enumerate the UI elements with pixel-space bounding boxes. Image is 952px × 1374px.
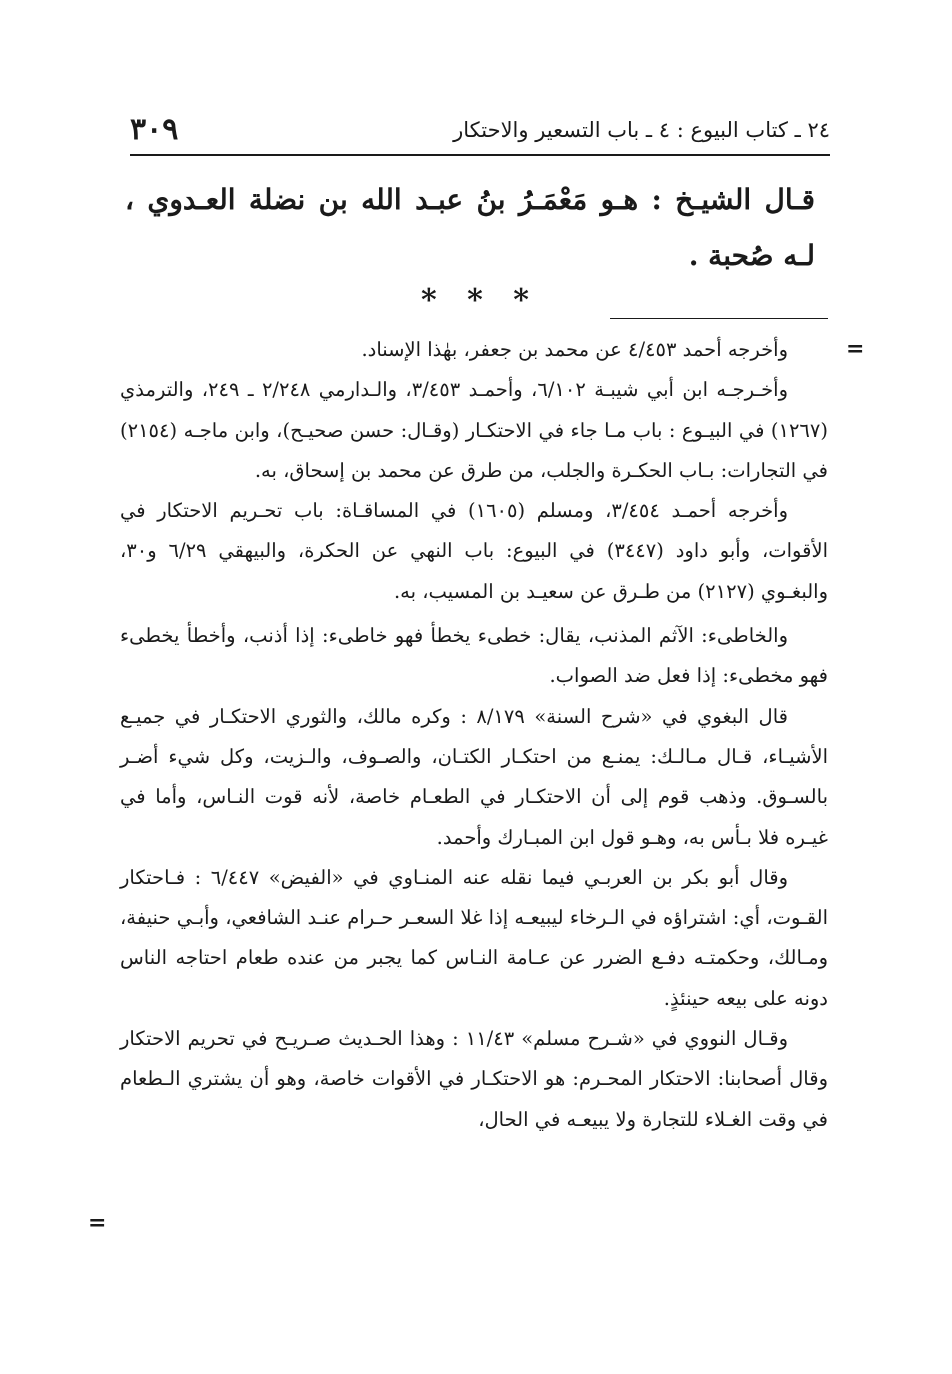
footnote-paragraph: وقـال النووي في «شـرح مسلم» ١١/٤٣ : وهذا الحـديث صـريـح في تحريم الاحتكار وقال أصحابنا: الاحتكار المحـرم: هو الاحتكـار في الأقوات خاصة، وهو أن يشتري الـطعام في وقت الغـلاء للتجارة ولا يبيعـه في الحال،	[120, 1027, 828, 1131]
page-header	[130, 112, 830, 152]
footnotes	[120, 330, 828, 1140]
page-number: ٣٠٩	[130, 112, 179, 147]
footnote-paragraph: وأخـرجـه ابن أبي شيبـة ٦/١٠٢، وأحمـد ٣/٤٥٣، والـدارمي ٢/٢٤٨ ـ ٢٤٩، والترمذي (١٢٦٧) في البيـوع : باب مـا جاء في الاحتكـار (وقـال: حسن صحيـح)، وابن ماجـه (٢١٥٤) في التجارات: بـاب الحكـرة والجلب، من طرق عن محمد بن إسحاق، به.	[120, 378, 828, 482]
footnote-divider	[610, 318, 828, 319]
header-divider	[130, 154, 830, 156]
running-title: ٢٤ ـ كتاب البيوع : ٤ ـ باب التسعير والاحتكار	[453, 118, 830, 142]
footnote-paragraph: وأخرجه أحمد ٤/٤٥٣ عن محمد بن جعفر، بهٰذا الإسناد.	[361, 338, 788, 361]
footnote-paragraph: وقال أبو بكر بن العربـي فيما نقله عنه المنـاوي في «الفيض» ٦/٤٤٧ : فـاحتكار القـوت، أي: اشتراؤه في الـرخاء ليبيعـه إذا غلا السعـر حـرام عنـد الشافعي، وأبـي حنيفة، ومـالك، وحكمتـه دفـع الضرر عن عـامة النـاس كما يجبر من عنده طعام احتاجه الناس دونه على بيعه حينئذٍ.	[120, 865, 828, 1010]
footnote-paragraph: وأخرجه أحمـد ٣/٤٥٤، ومسلم (١٦٠٥) في المساقـاة: باب تحـريم الاحتكار في الأقوات، وأبو داود (٣٤٤٧) في البيوع: باب النهي عن الحكرة، والبيهقي ٦/٢٩ و٣٠، والبغـوي (٢١٢٧) من طـرق عن سعيـد بن المسيب، به.	[120, 499, 828, 603]
main-text: قـال الشيـخ : هـو مَعْمَـرُ بنُ عبـد الله بن نضلة العـدوي ، لـه صُحبة .	[125, 183, 815, 272]
continuation-marker-top: =	[846, 336, 865, 362]
footnote-paragraph: قال البغوي في «شرح السنة» ٨/١٧٩ : وكره مالك، والثوري الاحتكـار في جميـع الأشيـاء، قـال مـالـك: يمنـع من احتكـار الكتـان، والصـوف، والـزيت، وكل شيء أضـر بالسـوق. وذهب قوم إلى أن الاحتكـار في الطعـام خاصة، لأنه قوت النـاس، وأما في غيـره فلا بـأس به، وهـو قول ابن المبـارك وأحمد.	[120, 704, 828, 849]
section-separator: * * *	[421, 283, 539, 318]
continuation-marker-bottom: =	[88, 1210, 107, 1236]
footnote-paragraph: والخاطىء: الآثم المذنب، يقال: خطىء يخطأ فهو خاطىء: إذا أذنب، وأخطأ يخطىء فهو مخطىء: إذا فعل ضد الصواب.	[120, 624, 828, 688]
